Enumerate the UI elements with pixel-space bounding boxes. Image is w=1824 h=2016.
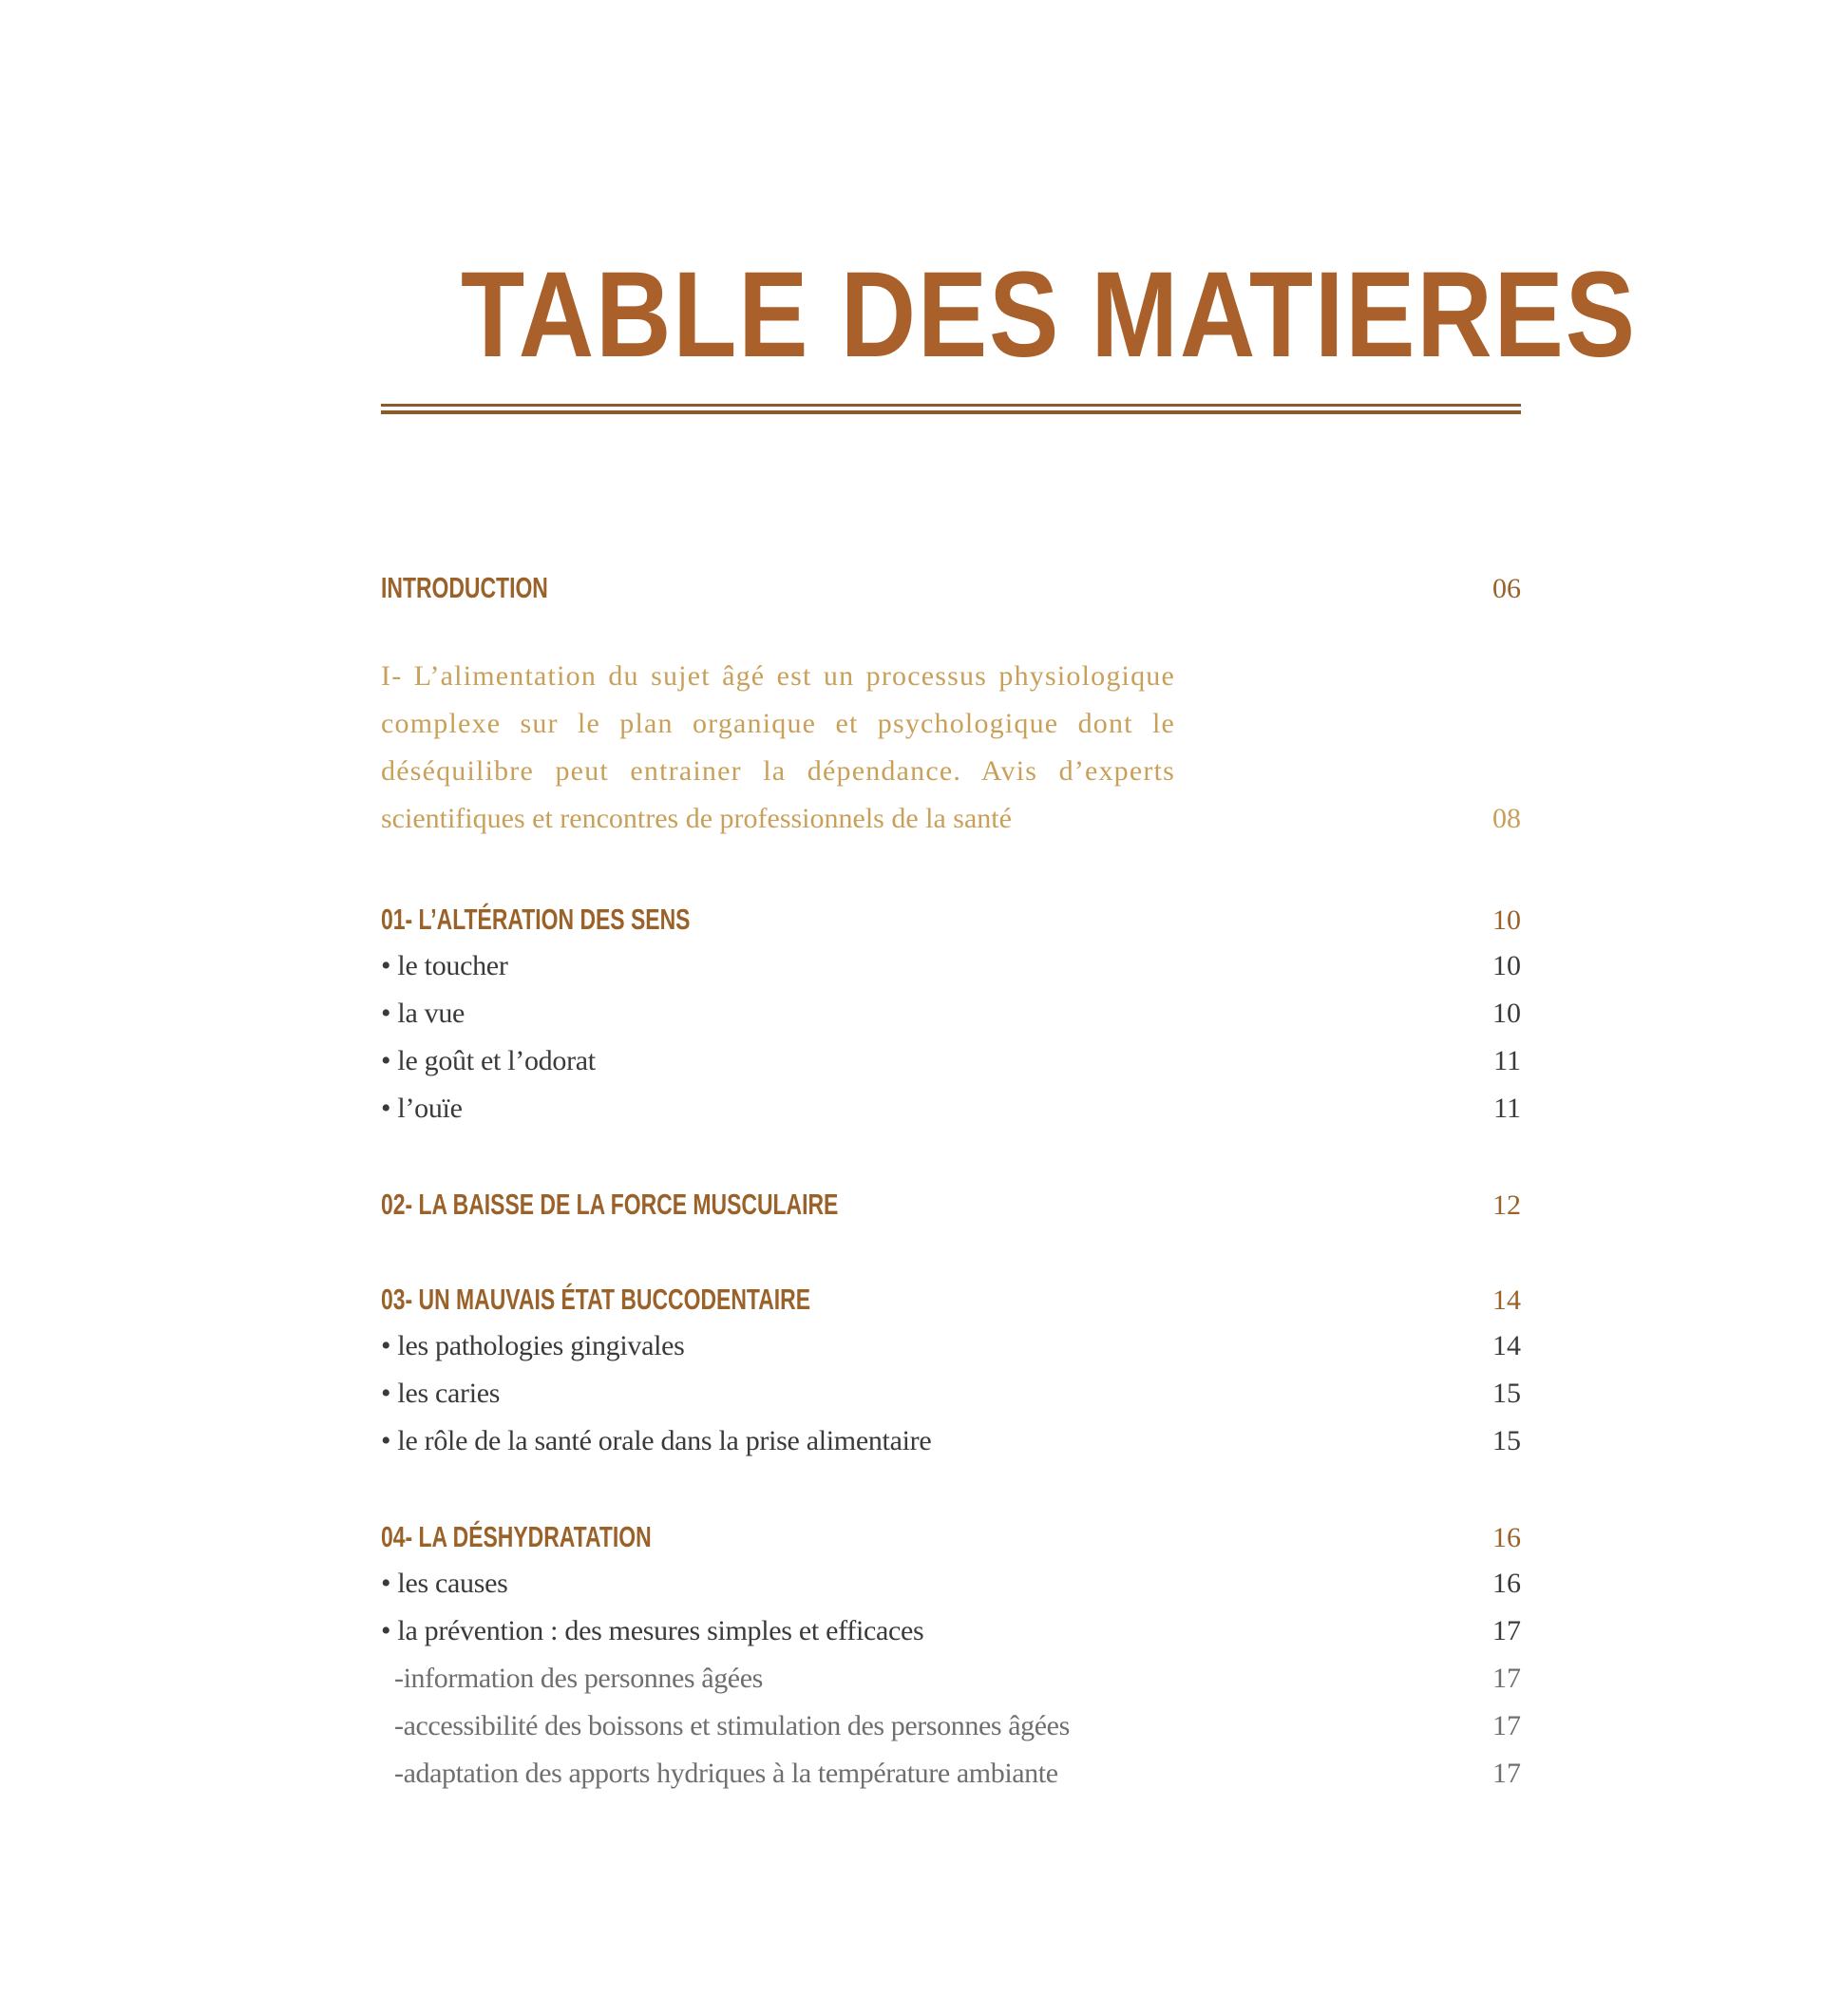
- toc-page-number: 17: [1492, 1710, 1521, 1741]
- toc-subitem[interactable]: [381, 1710, 1521, 1748]
- toc-page-number: 12: [1492, 1189, 1521, 1221]
- toc-entry-section-04[interactable]: [381, 1520, 1521, 1558]
- toc-entry-section-03[interactable]: [381, 1283, 1521, 1321]
- part-one-line: complexe sur le plan organique et psychologique dont le: [381, 708, 1175, 739]
- toc-item[interactable]: [381, 1425, 1521, 1463]
- toc-page-number: 10: [1492, 950, 1521, 981]
- toc-page-number: 10: [1492, 998, 1521, 1029]
- toc-entry-label: 02- LA BAISSE DE LA FORCE MUSCULAIRE: [381, 1188, 839, 1221]
- title-underline-bottom: [381, 410, 1521, 414]
- toc-entry-section-01[interactable]: [381, 903, 1521, 941]
- toc-item[interactable]: [381, 1378, 1521, 1416]
- toc-item[interactable]: [381, 1330, 1521, 1368]
- toc-page-number: 11: [1493, 1045, 1521, 1076]
- toc-page-number: 15: [1492, 1425, 1521, 1456]
- toc-item[interactable]: [381, 1045, 1521, 1083]
- toc-item[interactable]: [381, 1615, 1521, 1653]
- toc-subitem-label: -information des personnes âgées: [394, 1663, 763, 1694]
- toc-entry-section-02[interactable]: [381, 1188, 1521, 1226]
- toc-item-label: • le rôle de la santé orale dans la prise alimentaire: [381, 1425, 932, 1456]
- toc-item-label: • la prévention : des mesures simples et efficaces: [381, 1615, 924, 1646]
- part-one-line: déséquilibre peut entrainer la dépendance. Avis d’experts: [381, 755, 1175, 787]
- toc-entry-label: 04- LA DÉSHYDRATATION: [381, 1520, 652, 1553]
- toc-page-number: 14: [1492, 1284, 1521, 1316]
- toc-entry-label: 03- UN MAUVAIS ÉTAT BUCCODENTAIRE: [381, 1283, 811, 1316]
- toc-item-label: • l’ouïe: [381, 1093, 463, 1124]
- toc-item-label: • les caries: [381, 1378, 501, 1409]
- toc-entry-label: 01- L’ALTÉRATION DES SENS: [381, 903, 691, 936]
- part-one-line: scientifiques et rencontres de professionnels de la santé: [381, 803, 1012, 834]
- toc-entry-introduction[interactable]: [381, 571, 1521, 609]
- toc-item-label: • les causes: [381, 1568, 508, 1599]
- toc-page-number: 17: [1492, 1758, 1521, 1789]
- toc-subitem-label: -accessibilité des boissons et stimulation des personnes âgées: [394, 1710, 1070, 1741]
- toc-item[interactable]: [381, 998, 1521, 1036]
- toc-item[interactable]: [381, 1093, 1521, 1131]
- part-one-line: I- L’alimentation du sujet âgé est un processus physiologique: [381, 660, 1175, 692]
- toc-page-number: 11: [1493, 1093, 1521, 1124]
- toc-subitem[interactable]: [381, 1663, 1521, 1701]
- toc-page-number: 06: [1492, 573, 1521, 604]
- toc-page-number: 15: [1492, 1378, 1521, 1409]
- toc-page-number: 10: [1492, 904, 1521, 936]
- toc-page-number: 17: [1492, 1615, 1521, 1646]
- toc-entry-label: INTRODUCTION: [381, 571, 548, 604]
- toc-subitem-label: -adaptation des apports hydriques à la température ambiante: [394, 1758, 1058, 1789]
- toc-page-number: 08: [1492, 803, 1521, 834]
- toc-page-number: 16: [1492, 1568, 1521, 1599]
- toc-page-number: 16: [1492, 1522, 1521, 1553]
- toc-item-label: • le goût et l’odorat: [381, 1045, 596, 1076]
- toc-item-label: • le toucher: [381, 950, 508, 981]
- page-title: TABLE DES MATIERES: [461, 247, 1637, 383]
- toc-item[interactable]: [381, 950, 1521, 988]
- title-underline-top: [381, 404, 1521, 407]
- toc-page-number: 17: [1492, 1663, 1521, 1694]
- toc-subitem[interactable]: [381, 1758, 1521, 1796]
- toc-page-number: 14: [1492, 1330, 1521, 1361]
- toc-item-label: • la vue: [381, 998, 466, 1029]
- toc-item-label: • les pathologies gingivales: [381, 1330, 685, 1361]
- toc-item[interactable]: [381, 1568, 1521, 1606]
